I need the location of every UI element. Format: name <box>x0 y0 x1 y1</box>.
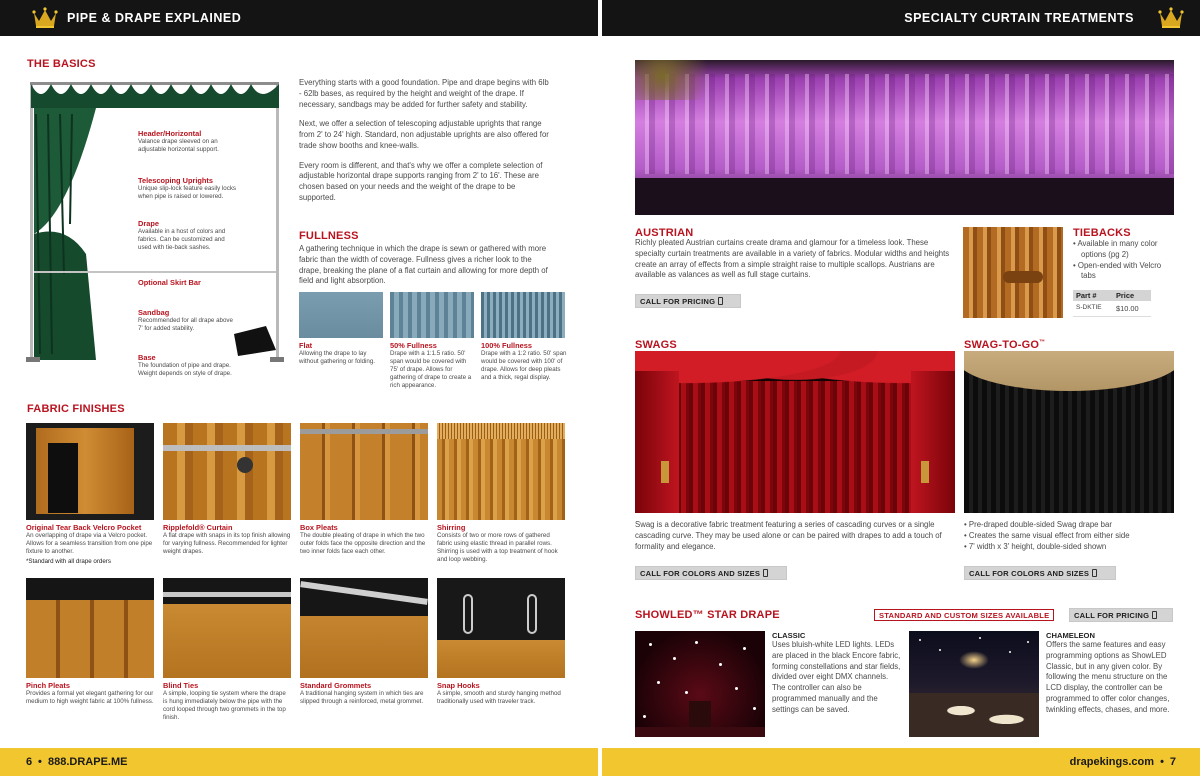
fabric-finishes-title: FABRIC FINISHES <box>27 403 125 415</box>
finish-blind-ties: Blind Ties A simple, looping tie system where the drape is hung immediately below the pipe with the cord looped through two grommets in the top finish. <box>163 681 286 722</box>
showled-call-button[interactable]: CALL FOR PRICING <box>1069 608 1173 622</box>
finish-velcro-photo <box>26 423 154 520</box>
swag-to-go-call-button[interactable]: CALL FOR COLORS AND SIZES <box>964 566 1116 580</box>
led-star <box>743 647 746 650</box>
tiebacks-bullets <box>1073 239 1173 282</box>
callout-uprights: Telescoping Uprights Unique slip-lock feature easily locks when pipe is raised or lowered. <box>138 176 237 201</box>
footer-separator: • <box>1160 756 1164 768</box>
finish-shirring: Shirring Consists of two or more rows of gathered fabric using elastic thread in parallel rows. Shirring is used with a top treatment of hook and loop webbing. <box>437 523 558 564</box>
led-star <box>695 641 698 644</box>
fullness-50-swatch <box>390 292 474 338</box>
swags-call-button[interactable]: CALL FOR COLORS AND SIZES <box>635 566 787 580</box>
callout-header: Header/Horizontal Valance drape sleeved on an adjustable horizontal support. <box>138 129 219 154</box>
header-right <box>602 0 1200 36</box>
swag-to-go-bullet: • Pre-draped double-sided Swag drape bar <box>964 520 1112 529</box>
swag-to-go-photo <box>964 351 1174 513</box>
austrian-photo <box>635 60 1174 215</box>
table-row: S-DKTIE $10.00 <box>1073 301 1151 317</box>
fullness-intro: A gathering technique in which the drape is sewn or gathered with more fabric than the width of coverage. Fullness gives a richer look to the drape, breaking the plane of a flat curtain and allowing for more depth of field and light absorption. <box>299 244 548 286</box>
footer-right <box>602 748 1200 776</box>
austrian-call-button[interactable]: CALL FOR PRICING <box>635 294 741 308</box>
showled-chameleon-photo <box>909 631 1039 737</box>
swag-to-go-bullet: • Creates the same visual effect from either side <box>964 530 1130 540</box>
finish-ripplefold: Ripplefold® Curtain A flat drape with snaps in its top finish allowing for varying fullness. Recommended for lighter weight drapes. <box>163 523 291 556</box>
crown-logo-icon <box>32 6 58 30</box>
callout-sandbag: Sandbag Recommended for all drape above 7' for added stability. <box>138 308 233 333</box>
table-header: Part # <box>1076 291 1097 300</box>
led-star <box>657 681 660 684</box>
fullness-100: 100% Fullness Drape with a 1:2 ratio. 50' span would be covered with 100' of drape. Allows for deep pleats and a thick, regal display. <box>481 341 567 382</box>
finish-ripplefold-photo <box>163 423 291 520</box>
showled-chameleon: CHAMELEON Offers the same features and easy programming options as ShowLED Classic, but in any given color. By following the menu structure on the LCD display, the controller can be programmed to offer color changes, twinkling effects, chases, and more. <box>1046 631 1170 714</box>
led-star <box>673 657 676 660</box>
callout-drape: Drape Available in a host of colors and fabrics. Can be customized and used with tie-back sashes. <box>138 219 226 252</box>
swags-text: Swag is a decorative fabric treatment featuring a series of cascading curves or a single cascading curve. They may be used alone or can be paired with drapes to add a touch of formality and elegance. <box>635 520 942 551</box>
finish-snap-hooks: Snap Hooks A simple, smooth and sturdy hanging method traditionally used with traveler track. <box>437 681 561 706</box>
finish-grommets: Standard Grommets A traditional hanging system in which ties are slipped through a reinforced, metal grommet. <box>300 681 424 706</box>
led-star <box>1027 641 1029 643</box>
basics-text: Everything starts with a good foundation. Pipe and drape begins with 6lb - 62lb bases, as required by the height and weight of the drape. If necessary, sandbags may be added for further safety and stability. Next, we offer a selection of telescoping adjustable uprights that range from 2' to 24' high. Standard, non adjustable uprights are also offered for trade show booths and knee-walls. Every room is different, and that's why we offer a complete selection of adjustable horizontal drape supports ranging from 2' to 16'. These are chosen based on your needs and the weight of the drape to be supported. <box>299 78 549 202</box>
finish-snap-hooks-photo <box>437 578 565 678</box>
header-left <box>0 0 598 36</box>
austrian-title: AUSTRIAN <box>635 227 694 239</box>
page-title-right: SPECIALTY CURTAIN TREATMENTS <box>904 11 1134 25</box>
led-star <box>649 643 652 646</box>
page-number-left: 6 <box>26 756 33 768</box>
swags-photo <box>635 351 955 513</box>
footer-left <box>0 748 598 776</box>
showled-classic-photo <box>635 631 765 737</box>
tiebacks-bullet: • Available in many color options (pg 2) <box>1073 239 1158 259</box>
finish-velcro: Original Tear Back Velcro Pocket An overlapping of drape via a Velcro pocket. Allows for a seamless transition from one pipe fixture to another. *Standard with all drape orders <box>26 523 153 566</box>
showled-banner: STANDARD AND CUSTOM SIZES AVAILABLE <box>874 609 1054 621</box>
tiebacks-bullet: • Open-ended with Velcro tabs <box>1073 260 1162 281</box>
phone-icon <box>1152 611 1157 619</box>
finish-pinch-pleats: Pinch Pleats Provides a formal yet elegant gathering for our medium to high weight fabric at 100% fullness. <box>26 681 154 706</box>
finish-blind-ties-photo <box>163 578 291 678</box>
led-star <box>919 639 921 641</box>
basics-title: THE BASICS <box>27 58 96 70</box>
tiebacks-title: TIEBACKS <box>1073 227 1131 239</box>
fullness-flat-swatch <box>299 292 383 338</box>
swag-to-go-title: SWAG-TO-GO™ <box>964 339 1046 351</box>
led-star <box>979 637 981 639</box>
crown-logo-icon <box>1158 6 1184 30</box>
led-star <box>735 687 738 690</box>
led-star <box>685 691 688 694</box>
finish-shirring-photo <box>437 423 565 520</box>
swag-to-go-bullet: • 7' width x 3' height, double-sided shown <box>964 541 1107 551</box>
tieback-photo <box>963 227 1063 318</box>
led-star <box>719 663 722 666</box>
footer-phone: 888.DRAPE.ME <box>48 756 128 768</box>
austrian-text: Richly pleated Austrian curtains create drama and glamour for a timeless look. These specialty curtain treatments are available in a variety of fabrics. Modular widths and heights create an array of effects from a simple straight raise to multiple scallops. Austrians are available as valances as well as full stage curtains. <box>635 238 950 280</box>
phone-icon <box>763 569 768 577</box>
showled-title: SHOWLED™ STAR DRAPE <box>635 609 780 621</box>
finish-box-pleats: Box Pleats The double pleating of drape in which the two outer folds face the opposite direction and the two inner folds face each other. <box>300 523 426 556</box>
finish-grommets-photo <box>300 578 428 678</box>
led-star <box>939 649 941 651</box>
phone-icon <box>718 297 723 305</box>
led-star <box>753 707 756 710</box>
showled-classic: CLASSIC Uses bluish-white LED lights. LEDs are placed in the black Encore fabric, forming constellations and star fields, divided over eight DMX channels. The controller can also be programmed manually and the settings can be saved. <box>772 631 901 714</box>
page-number-right: 7 <box>1169 756 1176 768</box>
finish-pinch-pleats-photo <box>26 578 154 678</box>
callout-base: Base The foundation of pipe and drape. Weight depends on style of drape. <box>138 353 232 378</box>
table-header: Price <box>1116 291 1135 300</box>
swags-title: SWAGS <box>635 339 677 351</box>
led-star <box>643 715 646 718</box>
phone-icon <box>1092 569 1097 577</box>
footer-separator: • <box>38 756 42 768</box>
tiebacks-table <box>1073 290 1151 317</box>
page-title-left: PIPE & DRAPE EXPLAINED <box>67 11 242 25</box>
fullness-flat: Flat Allowing the drape to lay without gathering or folding. <box>299 341 376 366</box>
fullness-title: FULLNESS <box>299 230 359 242</box>
fullness-100-swatch <box>481 292 565 338</box>
swag-to-go-bullets <box>964 520 1176 552</box>
finish-box-pleats-photo <box>300 423 428 520</box>
footer-website-link[interactable]: drapekings.com <box>1069 756 1154 768</box>
fullness-50: 50% Fullness Drape with a 1:1.5 ratio. 50' span would be covered with 75' of drape. Allows for gathering of drape to create a rich appearance. <box>390 341 472 390</box>
led-star <box>1009 651 1011 653</box>
callout-skirt-bar: Optional Skirt Bar <box>138 278 201 287</box>
